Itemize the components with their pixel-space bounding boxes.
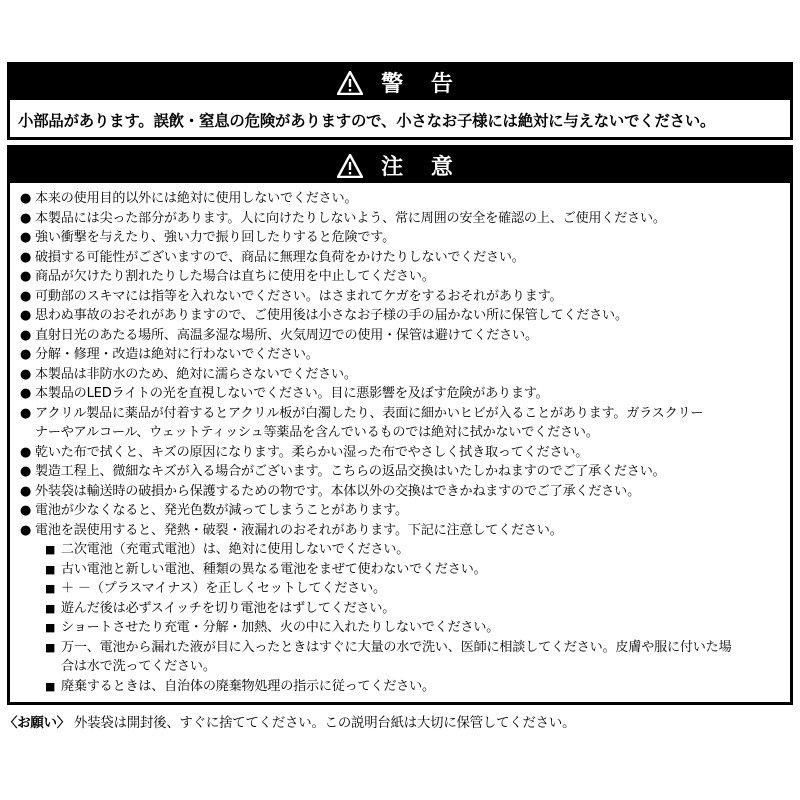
caution-item: ● 商品が欠けたり割れたりした場合は直ちに使用を中止してください。 <box>20 267 790 287</box>
warning-box <box>7 62 793 140</box>
caution-item-continuation: ナーやアルコール、ウェットティッシュ等薬品を含んでいるものでは絶対に拭かないでください。 <box>35 425 599 440</box>
battery-item: ■ 二次電池（充電式電池）は、絶対に使用しないでください。 <box>20 540 790 560</box>
caution-item: ● 製造工程上、微細なキズが入る場合がございます。こちらの返品交換はいたしかねますのでご了承ください。 <box>20 462 790 482</box>
caution-item: ● 本来の使用目的以外には絶対に使用しないでください。 <box>20 189 790 209</box>
caution-item: ● 本製品のLEDライトの光を直視しないでください。目に悪影響を及ぼす危険があります。 <box>20 384 790 404</box>
caution-header <box>10 148 790 183</box>
bullet: ● <box>20 347 32 362</box>
bullet: ● <box>20 522 32 538</box>
caution-box <box>7 145 793 705</box>
warning-triangle-icon <box>337 71 363 95</box>
caution-item: ● 本製品には尖った部分があります。人に向けたりしないよう、常に周囲の安全を確認の上、ご使用ください。 <box>20 209 790 229</box>
square-bullet: ■ <box>45 679 56 693</box>
bullet: ● <box>20 405 32 421</box>
caution-item: ● 電池が少なくなると、発光色数が減ってしまうことがあります。 <box>20 501 790 521</box>
square-bullet: ■ <box>45 543 56 556</box>
bullet: ● <box>20 288 32 304</box>
battery-item: ■ ショートさせたり充電・分解・加熱、火の中に入れたりしないでください。 <box>20 618 790 638</box>
caution-item: ● 乾いた布で拭くと、キズの原因になります。柔らかい湿った布でやさしく拭き取ってください。 <box>20 443 790 463</box>
footer-note <box>4 712 575 731</box>
warning-triangle-icon <box>337 154 363 178</box>
bullet: ● <box>20 444 32 460</box>
caution-item: ● アクリル製品に薬品が付着するとアクリル板が白濁したり、表面に細かいヒビが入ることがあります。ガラスクリー <box>20 404 790 424</box>
bullet: ● <box>20 366 32 382</box>
bullet: ● <box>20 269 32 284</box>
bullet: ● <box>20 210 32 226</box>
battery-item: ■ 万一、電池から漏れた液が目に入ったときはすぐに大量の水で洗い、医師に相談してください。皮膚や服に付いた場 <box>20 638 790 658</box>
caution-item: ● 強い衝撃を与えたり、強い力で振り回したりすると危険です。 <box>20 228 790 248</box>
square-bullet: ■ <box>45 562 56 576</box>
square-bullet: ■ <box>45 582 56 595</box>
bullet: ● <box>20 386 32 401</box>
warning-text: 小部品があります。誤飲・窒息の危険がありますので、小さなお子様には絶対に与えないでください。 <box>18 112 716 130</box>
caution-item: ● 外装袋は輸送時の破損から保護するための物です。本体以外の交換はできかねますのでご了承ください。 <box>20 482 790 502</box>
caution-item: ● 分解・修理・改造は絶対に行わないでください。 <box>20 345 790 365</box>
caution-item: ● 電池を誤使用すると、発熱・破裂・液漏れのおそれがあります。下記に注意してください。 <box>20 521 790 541</box>
bullet: ● <box>20 483 32 499</box>
footer-text: 外装袋は開封後、すぐに捨ててください。この説明台紙は大切に保管してください。 <box>74 716 576 731</box>
square-bullet: ■ <box>45 601 56 615</box>
bullet: ● <box>20 191 32 206</box>
caution-item: ● 直射日光のあたる場所、高温多湿な場所、火気周辺での使用・保管は避けてください。 <box>20 326 790 346</box>
square-bullet: ■ <box>45 640 56 654</box>
bullet: ● <box>20 249 32 265</box>
warning-title: 警 告 <box>381 72 463 97</box>
caution-list <box>10 183 790 696</box>
caution-item: ● 本製品は非防水のため、絶対に濡らさないでください。 <box>20 365 790 385</box>
bullet: ● <box>20 230 32 245</box>
battery-item: ■ ＋ －（プラスマイナス）を正しくセットしてください。 <box>20 579 790 599</box>
caution-title: 注 意 <box>381 155 463 180</box>
bullet: ● <box>20 503 32 518</box>
battery-item: ■ 古い電池と新しい電池、種類の異なる電池をまぜて使わないでください。 <box>20 560 790 580</box>
bullet: ● <box>20 327 32 343</box>
caution-item: ● 破損する可能性がございますので、商品に無理な負荷をかけたりしないでください。 <box>20 248 790 268</box>
caution-item: ● 思わぬ事故のおそれがありますので、ご使用後は小さなお子様の手の届かない所に保管してください。 <box>20 306 790 326</box>
battery-item-continuation: 合は水で洗ってください。 <box>61 659 216 674</box>
square-bullet: ■ <box>45 621 56 634</box>
warning-header <box>10 65 790 100</box>
bullet: ● <box>20 308 32 323</box>
caution-item: ● 可動部のスキマには指等を入れないでください。はさまれてケガをするおそれがあります。 <box>20 287 790 307</box>
battery-item: ■ 廃棄するときは、自治体の廃棄物処理の指示に従ってください。 <box>20 677 790 697</box>
footer-label: 〈お願い〉 <box>4 716 70 731</box>
battery-item: ■ 遊んだ後は必ずスイッチを切り電池をはずしてください。 <box>20 599 790 619</box>
bullet: ● <box>20 464 32 479</box>
